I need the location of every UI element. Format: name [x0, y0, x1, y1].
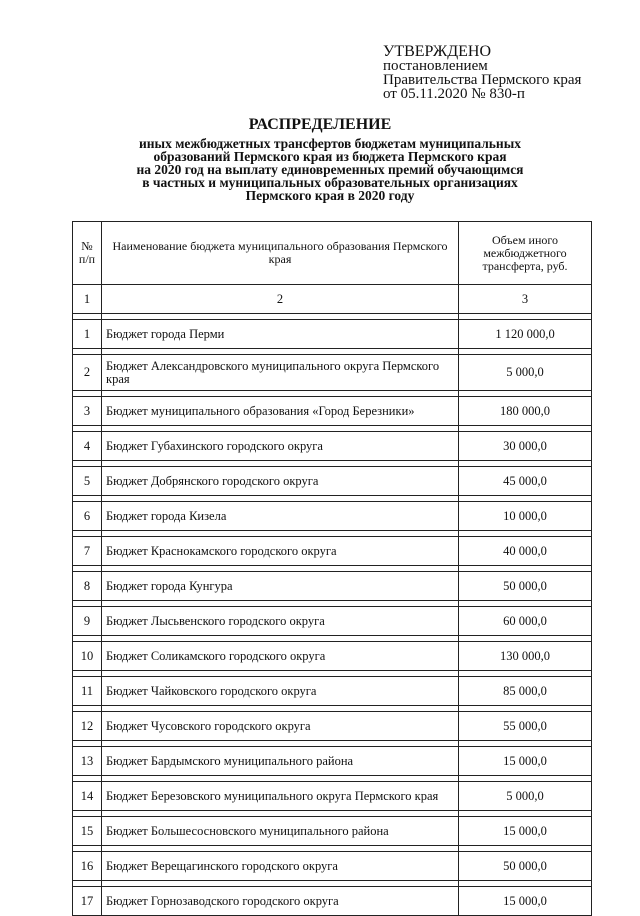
row-number: 6	[73, 502, 102, 531]
table-row	[73, 355, 592, 391]
transfer-amount: 130 000,0	[459, 642, 592, 671]
budget-name: Бюджет Большесосновского муниципального района	[102, 817, 459, 846]
budget-name: Бюджет Краснокамского городского округа	[102, 537, 459, 566]
header-amount: Объем иного межбюджетного трансферта, руб.	[459, 222, 592, 285]
document-subtitle	[80, 137, 580, 202]
row-number: 5	[73, 467, 102, 496]
row-number: 7	[73, 537, 102, 566]
table-row	[73, 397, 592, 426]
row-number: 3	[73, 397, 102, 426]
table-row	[73, 572, 592, 601]
table-row	[73, 502, 592, 531]
budget-name: Бюджет города Перми	[102, 320, 459, 349]
table-row	[73, 607, 592, 636]
row-number: 14	[73, 782, 102, 811]
table-row	[73, 432, 592, 461]
transfer-amount: 5 000,0	[459, 782, 592, 811]
document-title: РАСПРЕДЕЛЕНИЕ	[248, 116, 392, 133]
table-row	[73, 320, 592, 349]
row-number: 11	[73, 677, 102, 706]
row-number: 10	[73, 642, 102, 671]
row-number: 12	[73, 712, 102, 741]
row-number: 2	[73, 355, 102, 391]
column-number: 3	[459, 285, 592, 314]
table-header-row	[73, 222, 592, 285]
transfer-amount: 60 000,0	[459, 607, 592, 636]
table-row	[73, 677, 592, 706]
row-number: 16	[73, 852, 102, 881]
row-number: 8	[73, 572, 102, 601]
transfer-amount: 50 000,0	[459, 852, 592, 881]
table-row	[73, 782, 592, 811]
table-row	[73, 467, 592, 496]
budget-name: Бюджет Губахинского городского округа	[102, 432, 459, 461]
budget-name: Бюджет Верещагинского городского округа	[102, 852, 459, 881]
subtitle-line: Пермского края в 2020 году	[245, 188, 415, 203]
subtitle-line: образований Пермского края из бюджета Пермского края	[153, 149, 507, 164]
transfer-amount: 15 000,0	[459, 747, 592, 776]
transfer-amount: 30 000,0	[459, 432, 592, 461]
budget-name: Бюджет Горнозаводского городского округа	[102, 887, 459, 916]
row-number: 4	[73, 432, 102, 461]
row-number: 9	[73, 607, 102, 636]
transfer-amount: 1 120 000,0	[459, 320, 592, 349]
budget-name: Бюджет города Кизела	[102, 502, 459, 531]
approval-line: Правительства Пермского края	[383, 72, 582, 88]
transfer-amount: 15 000,0	[459, 817, 592, 846]
budget-name: Бюджет Добрянского городского округа	[102, 467, 459, 496]
approval-date: от 05.11.2020 № 830-п	[383, 86, 525, 102]
subtitle-line: иных межбюджетных трансфертов бюджетам муниципальных	[139, 136, 521, 151]
transfer-amount: 180 000,0	[459, 397, 592, 426]
header-name: Наименование бюджета муниципального образования Пермского края	[102, 222, 459, 285]
table-row	[73, 747, 592, 776]
subtitle-line: на 2020 год на выплату единовременных премий обучающимся	[136, 162, 524, 177]
transfer-amount: 10 000,0	[459, 502, 592, 531]
budget-name: Бюджет Березовского муниципального округа Пермского края	[102, 782, 459, 811]
subtitle-line: в частных и муниципальных образовательных организациях	[142, 175, 518, 190]
table-row	[73, 712, 592, 741]
table-row	[73, 642, 592, 671]
transfer-amount: 85 000,0	[459, 677, 592, 706]
row-number: 17	[73, 887, 102, 916]
budget-name: Бюджет Чайковского городского округа	[102, 677, 459, 706]
budget-name: Бюджет Чусовского городского округа	[102, 712, 459, 741]
table-row	[73, 852, 592, 881]
column-number-row	[73, 285, 592, 314]
budget-name: Бюджет Бардымского муниципального района	[102, 747, 459, 776]
approval-heading: УТВЕРЖДЕНО	[383, 43, 492, 60]
table-row	[73, 887, 592, 916]
budget-name: Бюджет муниципального образования «Город Березники»	[102, 397, 459, 426]
transfer-amount: 45 000,0	[459, 467, 592, 496]
row-number: 1	[73, 320, 102, 349]
table-row	[73, 817, 592, 846]
table-row	[73, 537, 592, 566]
column-number: 2	[102, 285, 459, 314]
header-num: № п/п	[73, 222, 102, 285]
approval-line: постановлением	[383, 58, 488, 74]
transfer-amount: 40 000,0	[459, 537, 592, 566]
transfer-amount: 5 000,0	[459, 355, 592, 391]
transfer-amount: 55 000,0	[459, 712, 592, 741]
row-number: 15	[73, 817, 102, 846]
budget-name: Бюджет Александровского муниципального округа Пермского края	[102, 355, 459, 391]
column-number: 1	[73, 285, 102, 314]
approval-block	[383, 45, 581, 101]
row-number: 13	[73, 747, 102, 776]
budget-name: Бюджет города Кунгура	[102, 572, 459, 601]
budget-name: Бюджет Лысьвенского городского округа	[102, 607, 459, 636]
transfer-amount: 15 000,0	[459, 887, 592, 916]
transfer-amount: 50 000,0	[459, 572, 592, 601]
distribution-table	[72, 221, 592, 916]
budget-name: Бюджет Соликамского городского округа	[102, 642, 459, 671]
